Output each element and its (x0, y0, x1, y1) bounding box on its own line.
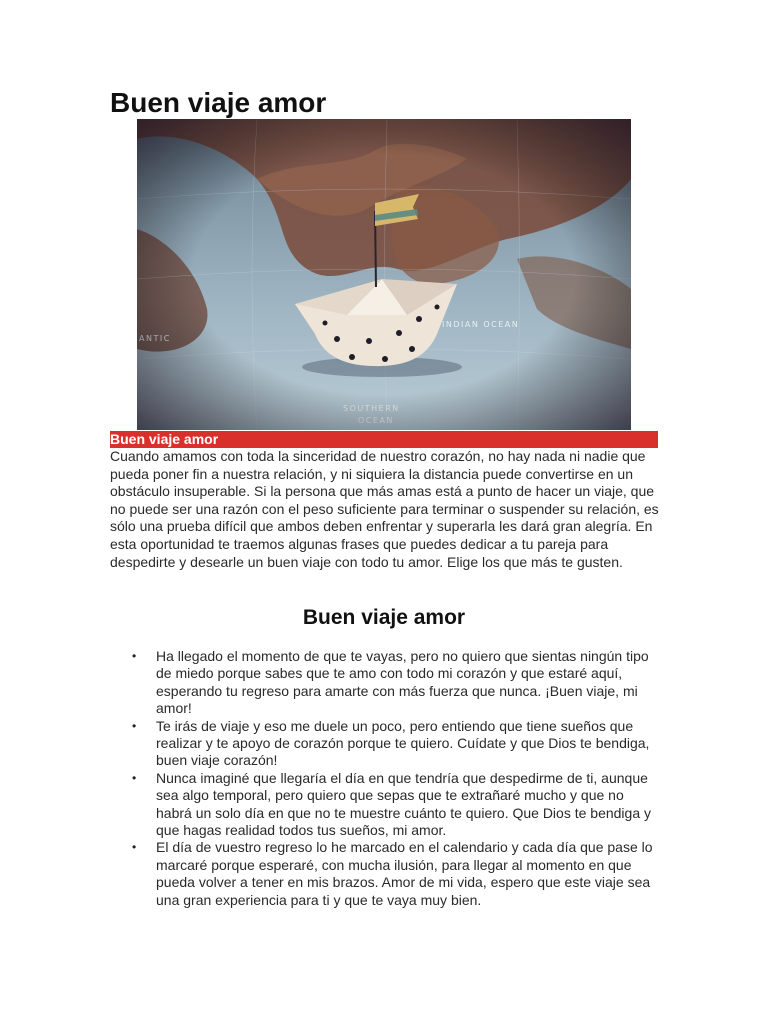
list-item-text: El día de vuestro regreso lo he marcado en el calendario y cada día que pase lo marcaré porque esperaré, con mucha ilusión, para llegar al momento en que pueda volver a tener en mis brazos. Amor de mi vida, espero que este viaje sea una gran experiencia para ti y que te vaya muy bien. (156, 839, 653, 908)
bullet-icon: • (132, 718, 137, 733)
list-item-text: Nunca imaginé que llegaría el día en que tendría que despedirme de ti, aunque sea algo temporal, pero quiero que sepas que te extrañaré mucho y que no habrá un solo día en que no te muestre cuánto te quiero. Que Dios te bendiga y que hagas realidad todos tus sueños, mi amor. (156, 769, 651, 839)
bullet-icon: • (132, 840, 137, 855)
list-item (110, 770, 660, 840)
bullet-icon: • (132, 649, 137, 663)
intro-paragraph: Cuando amamos con toda la sinceridad de nuestro corazón, no hay nada ni nadie que pueda poner fin a nuestra relación, y ni siquiera la distancia puede convertirse en un obstáculo insuperable. Si la persona que más amas está a punto de hacer un viaje, que no puede ser una razón con el peso suficiente para terminar o suspender su relación, es sólo una prueba difícil que ambos deben enfrentar y superarla les dará gran alegría. En esta oportunidad te traemos algunas frases que puedes dedicar a tu pareja para despedirte y desearle un buen viaje con todo tu amor. Elige los que más te gusten. (110, 448, 659, 570)
phrases-list (110, 648, 660, 909)
paper-boat-map-illustration (137, 119, 631, 430)
list-item (110, 839, 660, 909)
image-caption-text: Buen viaje amor (110, 431, 219, 447)
bullet-icon: • (132, 770, 137, 785)
list-item (110, 718, 660, 770)
section-heading: Buen viaje amor (302, 606, 466, 629)
list-item-text: Ha llegado el momento de que te vayas, pero no quiero que sientas ningún tipo de miedo porque sabes que te amo con todo mi corazón y que estaré aquí, esperando tu regreso para amarte con más fuerza que nunca. ¡Buen viaje, mi amor! (156, 648, 649, 717)
list-item (110, 648, 660, 718)
page-title: Buen viaje amor (110, 87, 327, 118)
hero-image (137, 119, 631, 430)
list-item-text: Te irás de viaje y eso me duele un poco, pero entiendo que tiene sueños que realizar y te apoyo de corazón porque te quiero. Cuídate y que Dios te bendiga, buen viaje corazón! (156, 717, 650, 769)
image-caption (110, 431, 658, 448)
